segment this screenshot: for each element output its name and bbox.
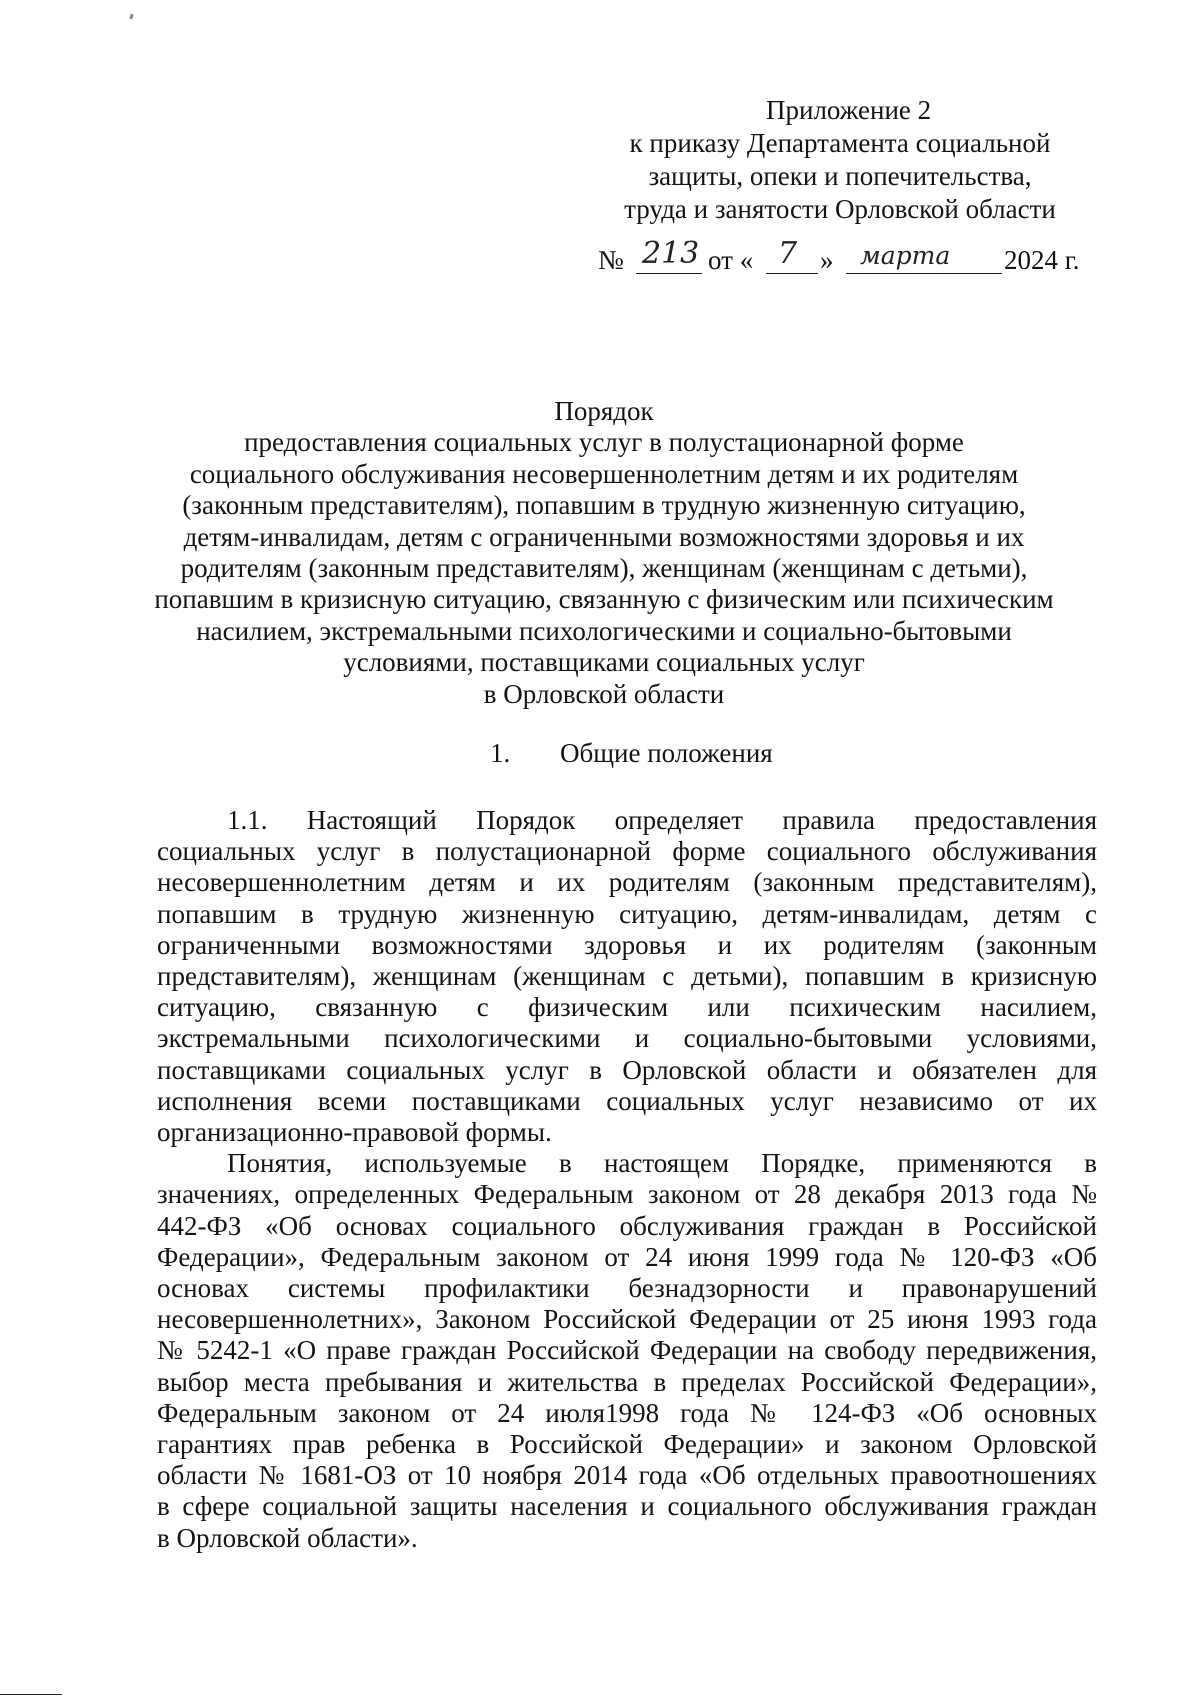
order-day-suffix: » xyxy=(820,245,834,275)
body-text xyxy=(157,805,1097,1554)
appendix-line-2: защиты, опеки и попечительства, xyxy=(648,161,1032,191)
paragraph1-line: несовершеннолетним детям и их родителям (законным представителям), xyxy=(157,867,1097,898)
paragraph1-line: социальных услуг в полустационарной форме социального обслуживания xyxy=(157,836,1097,867)
order-month-handwritten: марта xyxy=(860,241,951,270)
paragraph2-line: 442-ФЗ «Об основах социального обслуживания граждан в Российской xyxy=(157,1210,1097,1241)
title-line-3: (законным представителям), попавшим в трудную жизненную ситуацию, xyxy=(182,490,1026,521)
paragraph1-line: экстремальными психологическими и социально-бытовыми условиями, xyxy=(157,1023,1097,1054)
title-line-8: условиями, поставщиками социальных услуг xyxy=(343,647,865,678)
title-line-2: социального обслуживания несовершеннолетним детям и их родителям xyxy=(189,458,1019,489)
order-day-underline xyxy=(766,273,818,274)
paragraph2-line: в сфере социальной защиты населения и социального обслуживания граждан xyxy=(157,1491,1097,1522)
order-year: 2024 г. xyxy=(1004,245,1080,275)
order-number-date xyxy=(598,236,1108,286)
paragraph1-line: поставщиками социальных услуг в Орловской области и обязателен для xyxy=(157,1054,1097,1085)
paragraph1-line: 1.1. Настоящий Порядок определяет правила предоставления xyxy=(227,805,1097,835)
paragraph1-line: ограниченными возможностями здоровья и их родителям (законным xyxy=(157,929,1097,960)
paragraph1-line: исполнения всеми поставщиками социальных услуг независимо от их xyxy=(157,1085,1097,1116)
scan-speck xyxy=(129,14,134,20)
title-heading: Порядок xyxy=(554,396,654,426)
document-title xyxy=(120,396,1088,710)
appendix-block xyxy=(580,94,1100,226)
paragraph2-line: гарантиях прав ребенка в Российской Федерации» и законом Орловской xyxy=(157,1429,1097,1460)
paragraph2-line: несовершеннолетних», Законом Российской Федерации от 25 июня 1993 года xyxy=(157,1304,1097,1335)
paragraph1-line: организационно-правовой формы. xyxy=(157,1117,552,1148)
paragraph2-line: основах системы профилактики безнадзорности и правонарушений xyxy=(157,1273,1097,1304)
order-number-underline xyxy=(636,273,702,274)
appendix-title: Приложение 2 xyxy=(766,95,932,125)
paragraph2-line: Федеральным законом от 24 июля1998 года № 124-ФЗ «Об основных xyxy=(157,1397,1097,1428)
paragraph2-line: Понятия, используемые в настоящем Порядке, применяются в xyxy=(227,1148,1097,1179)
paragraph1-line: попавшим в трудную жизненную ситуацию, детям-инвалидам, детям с xyxy=(157,898,1097,929)
appendix-line-3: труда и занятости Орловской области xyxy=(624,194,1056,224)
paragraph2-line: значениях, определенных Федеральным законом от 28 декабря 2013 года № xyxy=(157,1179,1097,1210)
paragraph2-line: в Орловской области». xyxy=(157,1522,418,1553)
paragraph1-line: представителям), женщинам (женщинам с детьми), попавшим в кризисную xyxy=(157,961,1097,992)
paragraph2-line: выбор места пребывания и жительства в пределах Российской Федерации», xyxy=(157,1366,1097,1397)
title-line-1: предоставления социальных услуг в полустационарной форме xyxy=(244,427,964,458)
section-title: Общие положения xyxy=(560,738,773,768)
scan-edge-line xyxy=(0,1694,62,1695)
paragraph1-line: ситуацию, связанную с физическим или психическим насилием, xyxy=(157,992,1097,1023)
paragraph2-line: Федерации», Федеральным законом от 24 июня 1999 года № 120-ФЗ «Об xyxy=(157,1241,1097,1272)
appendix-line-1: к приказу Департамента социальной xyxy=(629,128,1051,158)
section-number: 1. xyxy=(490,738,511,768)
order-from-prefix: от « xyxy=(708,245,754,275)
title-line-9: в Орловской области xyxy=(483,678,725,709)
title-line-5: родителям (законным представителям), женщинам (женщинам с детьми), xyxy=(180,553,1028,584)
title-line-4: детям-инвалидам, детям с ограниченными возможностями здоровья и их xyxy=(183,521,1025,552)
paragraph2-line: области № 1681-ОЗ от 10 ноября 2014 года «Об отдельных правоотношениях xyxy=(157,1460,1097,1491)
order-day-handwritten: 7 xyxy=(778,236,798,271)
order-number-prefix: № xyxy=(598,245,624,275)
paragraph2-line: № 5242-1 «О праве граждан Российской Федерации на свободу передвижения, xyxy=(157,1335,1097,1366)
title-line-7: насилием, экстремальными психологическими и социально-бытовыми xyxy=(196,615,1012,646)
title-line-6: попавшим в кризисную ситуацию, связанную с физическим или психическим xyxy=(154,584,1054,615)
order-number-handwritten: 213 xyxy=(642,236,700,271)
order-month-underline xyxy=(846,273,1002,274)
